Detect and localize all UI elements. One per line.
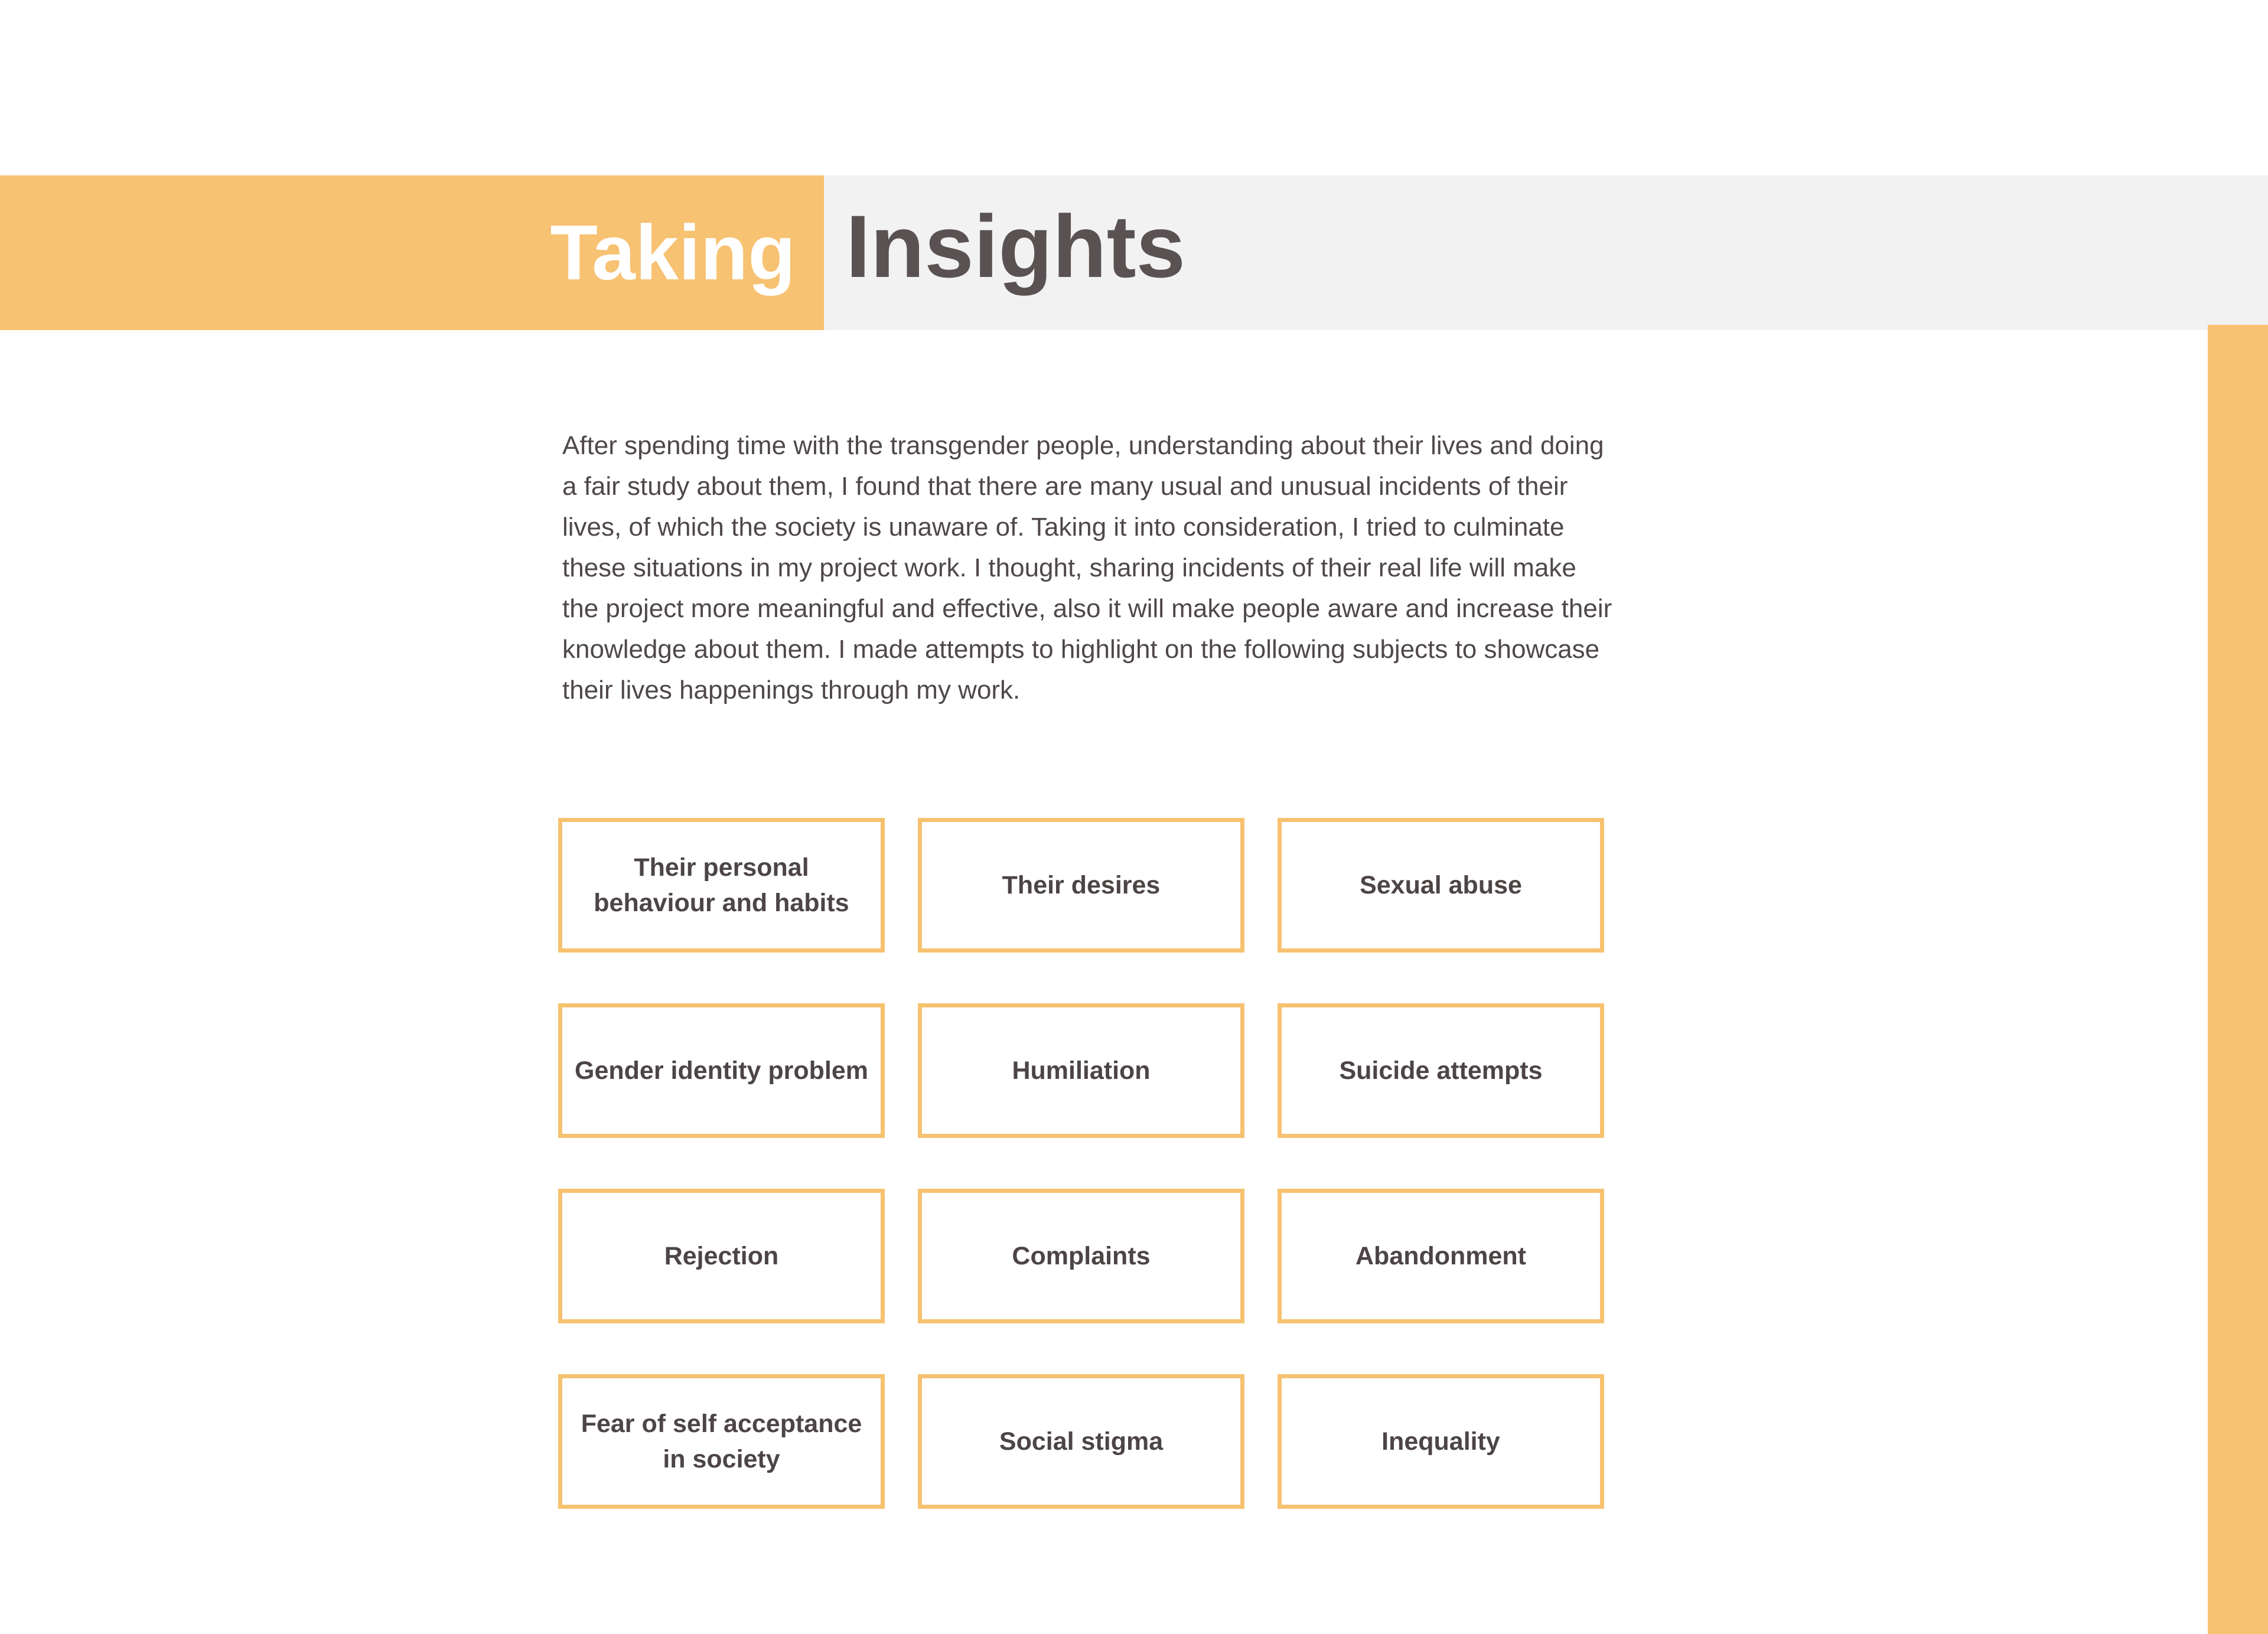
- subject-box: Suicide attempts: [1278, 1003, 1604, 1138]
- subject-box: Sexual abuse: [1278, 818, 1604, 953]
- subject-box: Fear of self acceptance in society: [558, 1374, 885, 1509]
- subject-box: Their desires: [918, 818, 1244, 953]
- subject-box: Gender identity problem: [558, 1003, 885, 1138]
- page-title-first-word: Taking: [550, 209, 796, 296]
- intro-paragraph: After spending time with the transgender people, understanding about their lives and doing a fair study about them, I found that there are many usual and unusual incidents of their lives, of which the society is unaware of. Taking it into consideration, I tried to culminate these situations in my project work. I thought, sharing incidents of their real life will make the project more meaningful and effective, also it will make people aware and increase their knowledge about them. I made attempts to highlight on the following subjects to showcase their lives happenings through my work.: [562, 431, 1612, 705]
- subject-box: Abandonment: [1278, 1189, 1604, 1323]
- subjects-grid: [558, 818, 1606, 1509]
- side-accent-bar: [2208, 325, 2268, 1634]
- subject-box: Complaints: [918, 1189, 1244, 1323]
- subject-box: Rejection: [558, 1189, 885, 1323]
- subject-box: Their personal behaviour and habits: [558, 818, 885, 953]
- subject-box: Inequality: [1278, 1374, 1604, 1509]
- page-title-second-word: Insights: [846, 197, 1186, 296]
- subject-box: Humiliation: [918, 1003, 1244, 1138]
- subject-box: Social stigma: [918, 1374, 1244, 1509]
